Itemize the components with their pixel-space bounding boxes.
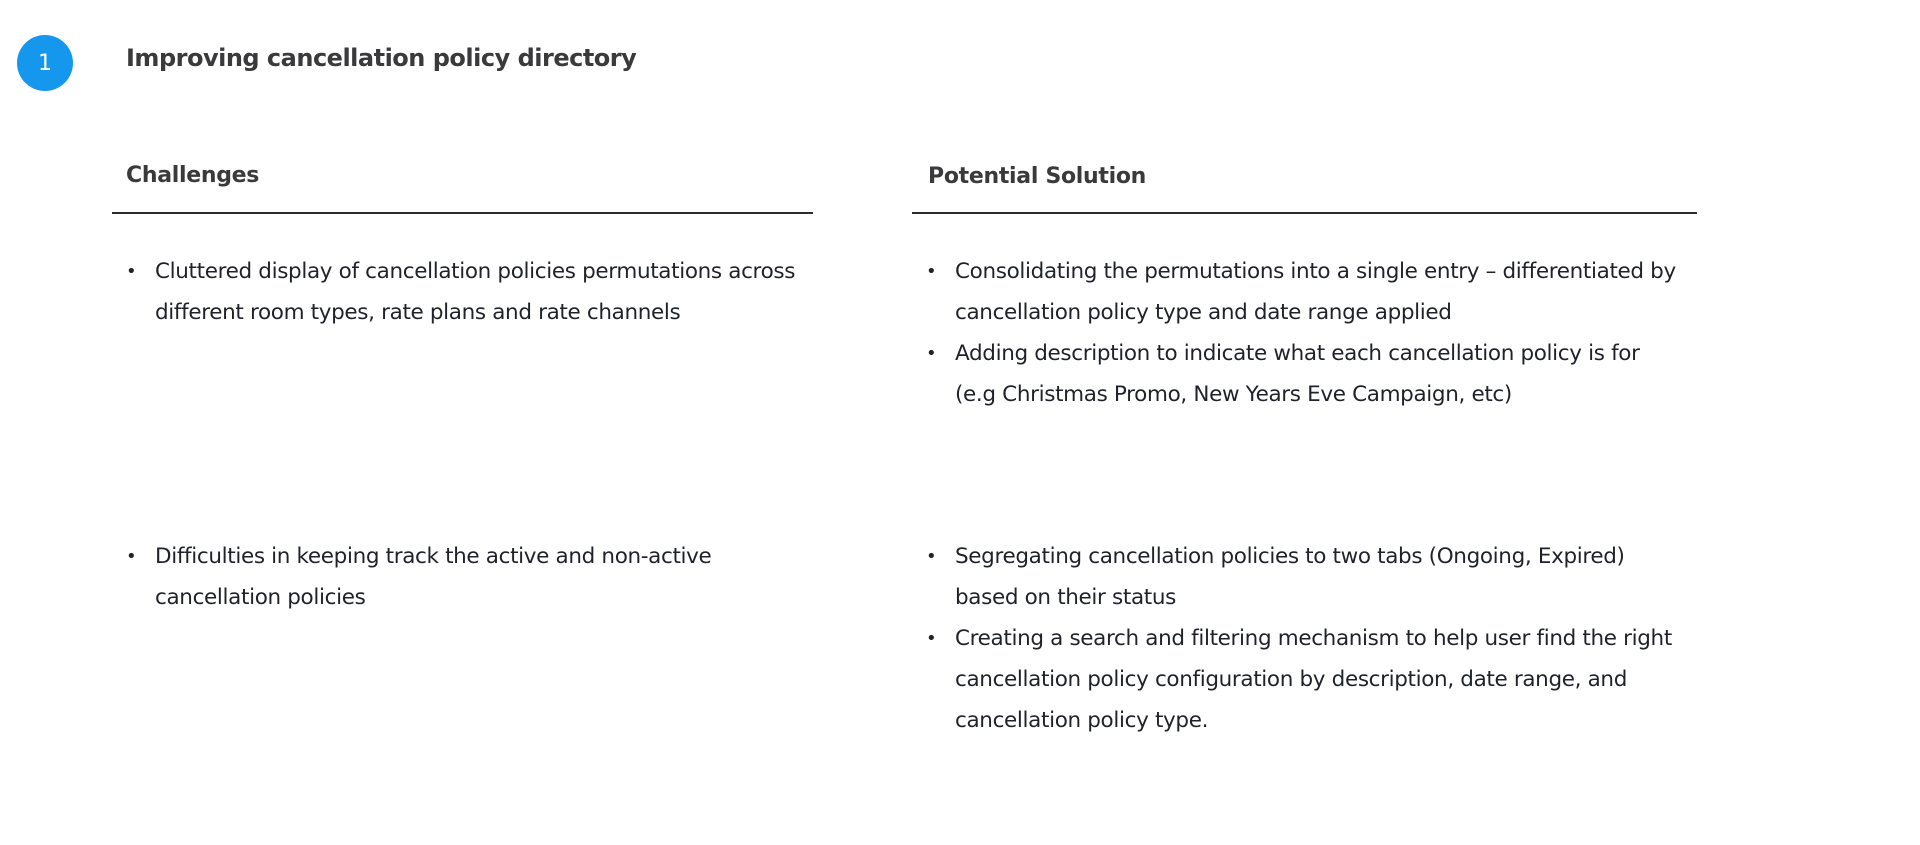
bullet-icon: •: [926, 261, 937, 282]
page-title: Improving cancellation policy directory: [126, 44, 637, 72]
solutions-divider: [912, 212, 1697, 214]
bullet-icon: •: [126, 261, 137, 282]
solution-text: Segregating cancellation policies to two tabs (Ongoing, Expired) based on their status: [955, 544, 1625, 610]
solution-text: Consolidating the permutations into a single entry – differentiated by cancellation policy type and date range applied: [955, 259, 1676, 325]
bullet-icon: •: [926, 343, 937, 364]
solutions-list-row-1: [926, 251, 1686, 415]
challenges-divider: [112, 212, 813, 214]
list-item: [926, 333, 1686, 415]
list-item: [126, 251, 806, 333]
challenges-header: Challenges: [126, 163, 260, 188]
solution-text: Creating a search and filtering mechanism to help user find the right cancellation policy configuration by description, date range, and cancellation policy type.: [955, 626, 1672, 733]
challenges-list-row-2: [126, 536, 766, 618]
challenge-text: Difficulties in keeping track the active and non-active cancellation policies: [155, 544, 712, 610]
solution-text: Adding description to indicate what each cancellation policy is for (e.g Christmas Promo, New Years Eve Campaign, etc): [955, 341, 1640, 407]
list-item: [926, 251, 1686, 333]
solutions-header: Potential Solution: [928, 164, 1147, 189]
bullet-icon: •: [126, 546, 137, 567]
list-item: [126, 536, 766, 618]
list-item: [926, 536, 1686, 618]
bullet-icon: •: [926, 546, 937, 567]
list-item: [926, 618, 1686, 741]
bullet-icon: •: [926, 628, 937, 649]
challenges-list-row-1: [126, 251, 806, 333]
solutions-list-row-2: [926, 536, 1686, 741]
step-number-badge: 1: [17, 35, 73, 91]
challenge-text: Cluttered display of cancellation policies permutations across different room types, rate plans and rate channels: [155, 259, 796, 325]
